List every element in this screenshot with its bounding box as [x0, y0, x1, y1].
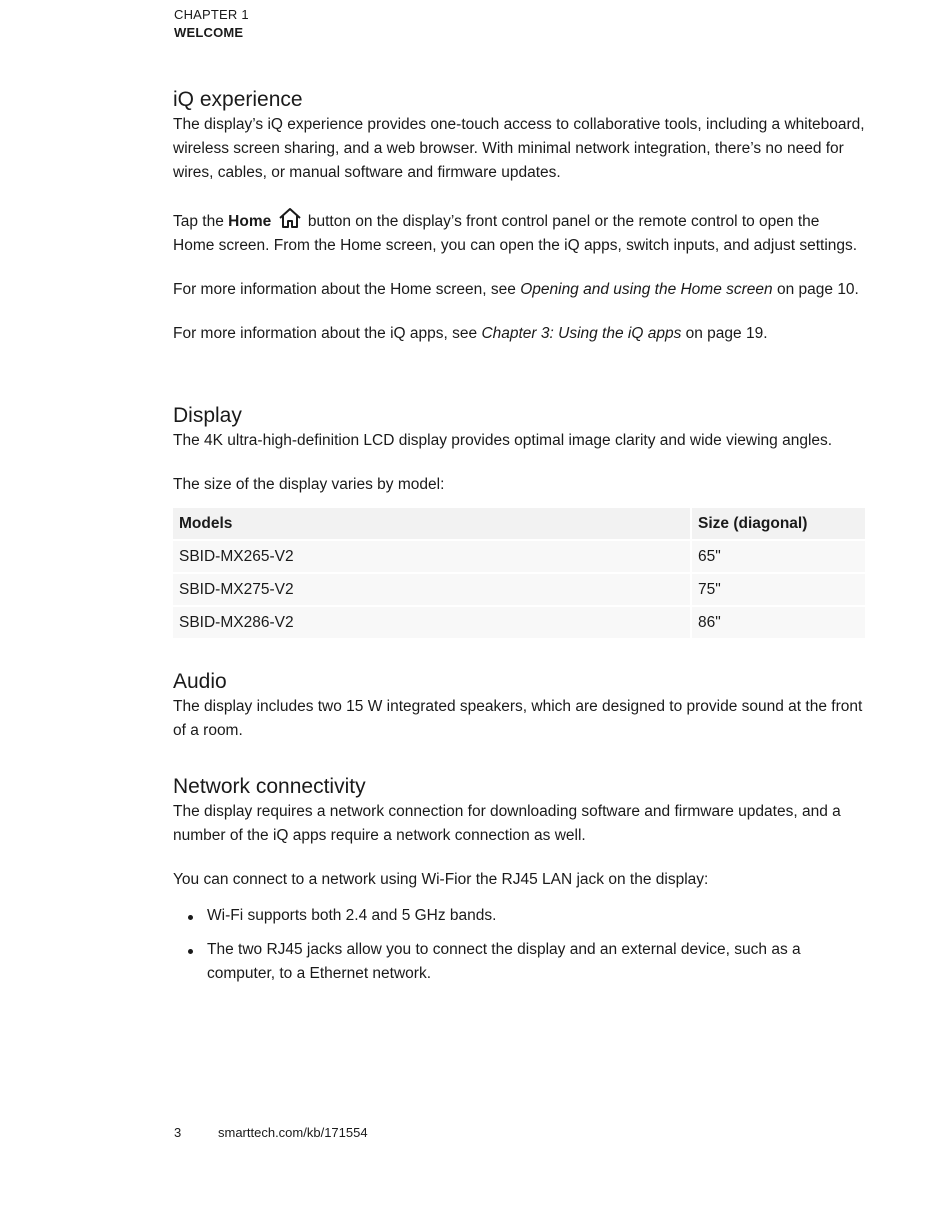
section-heading: Audio	[173, 670, 227, 693]
chapter-name: WELCOME	[174, 25, 244, 40]
section-audio	[173, 669, 865, 743]
table-cell: SBID-MX265-V2	[173, 541, 692, 572]
page-number: 3	[174, 1125, 182, 1140]
section-heading: Display	[173, 404, 242, 427]
paragraph: The display’s iQ experience provides one-touch access to collaborative tools, including a whiteboard, wireless screen sharing, and a web browser. With minimal network integration, there’s no need for wires, cables, or manual software and firmware updates.	[173, 116, 865, 181]
table-cell: 75"	[692, 574, 865, 605]
paragraph: The display requires a network connection for downloading software and firmware updates, and a number of the iQ apps require a network connection as well.	[173, 803, 841, 844]
paragraph: The display includes two 15 W integrated speakers, which are designed to provide sound at the front of a room.	[173, 698, 863, 739]
cross-reference[interactable]: Opening and using the Home screen	[520, 281, 773, 298]
list-item: The two RJ45 jacks allow you to connect the display and an external device, such as a computer, to a Ethernet network.	[173, 938, 865, 986]
paragraph: You can connect to a network using Wi-Fior the RJ45 LAN jack on the display:	[173, 871, 709, 888]
paragraph: The size of the display varies by model:	[173, 476, 445, 493]
section-iq-experience	[173, 87, 865, 346]
paragraph	[173, 322, 865, 346]
column-header: Models	[173, 508, 692, 539]
table-header-row	[173, 508, 865, 539]
section-display	[173, 403, 865, 640]
text: Tap the	[173, 213, 229, 230]
home-label: Home	[228, 213, 272, 230]
table-cell: SBID-MX275-V2	[173, 574, 692, 605]
table-row	[173, 541, 865, 572]
table-cell: 65"	[692, 541, 865, 572]
paragraph	[173, 278, 865, 302]
text: on page 19.	[681, 325, 768, 342]
bullet-list	[173, 904, 865, 986]
table-cell: 86"	[692, 607, 865, 638]
models-table	[173, 506, 865, 640]
home-icon	[278, 207, 302, 229]
section-network-connectivity	[173, 774, 865, 996]
section-heading: Network connectivity	[173, 775, 366, 798]
chapter-number: CHAPTER 1	[174, 7, 249, 22]
footer-url[interactable]: smarttech.com/kb/171554	[218, 1125, 368, 1140]
cross-reference[interactable]: Chapter 3: Using the iQ apps	[481, 325, 682, 342]
text: on page 10.	[772, 281, 859, 298]
table-cell: SBID-MX286-V2	[173, 607, 692, 638]
chapter-header	[174, 6, 249, 42]
text: button on the display’s front control panel or the remote control to open the Home screen. From the Home screen, you can open the iQ apps, switch inputs, and adjust settings.	[173, 213, 858, 254]
list-item: Wi-Fi supports both 2.4 and 5 GHz bands.	[173, 904, 865, 928]
text: For more information about the Home screen, see	[173, 281, 521, 298]
page-footer	[174, 1124, 368, 1142]
column-header: Size (diagonal)	[692, 508, 865, 539]
text: For more information about the iQ apps, see	[173, 325, 482, 342]
table-row	[173, 574, 865, 605]
section-heading: iQ experience	[173, 88, 303, 111]
paragraph: The 4K ultra-high-definition LCD display provides optimal image clarity and wide viewing angles.	[173, 432, 833, 449]
table-row	[173, 607, 865, 638]
paragraph	[173, 207, 865, 258]
